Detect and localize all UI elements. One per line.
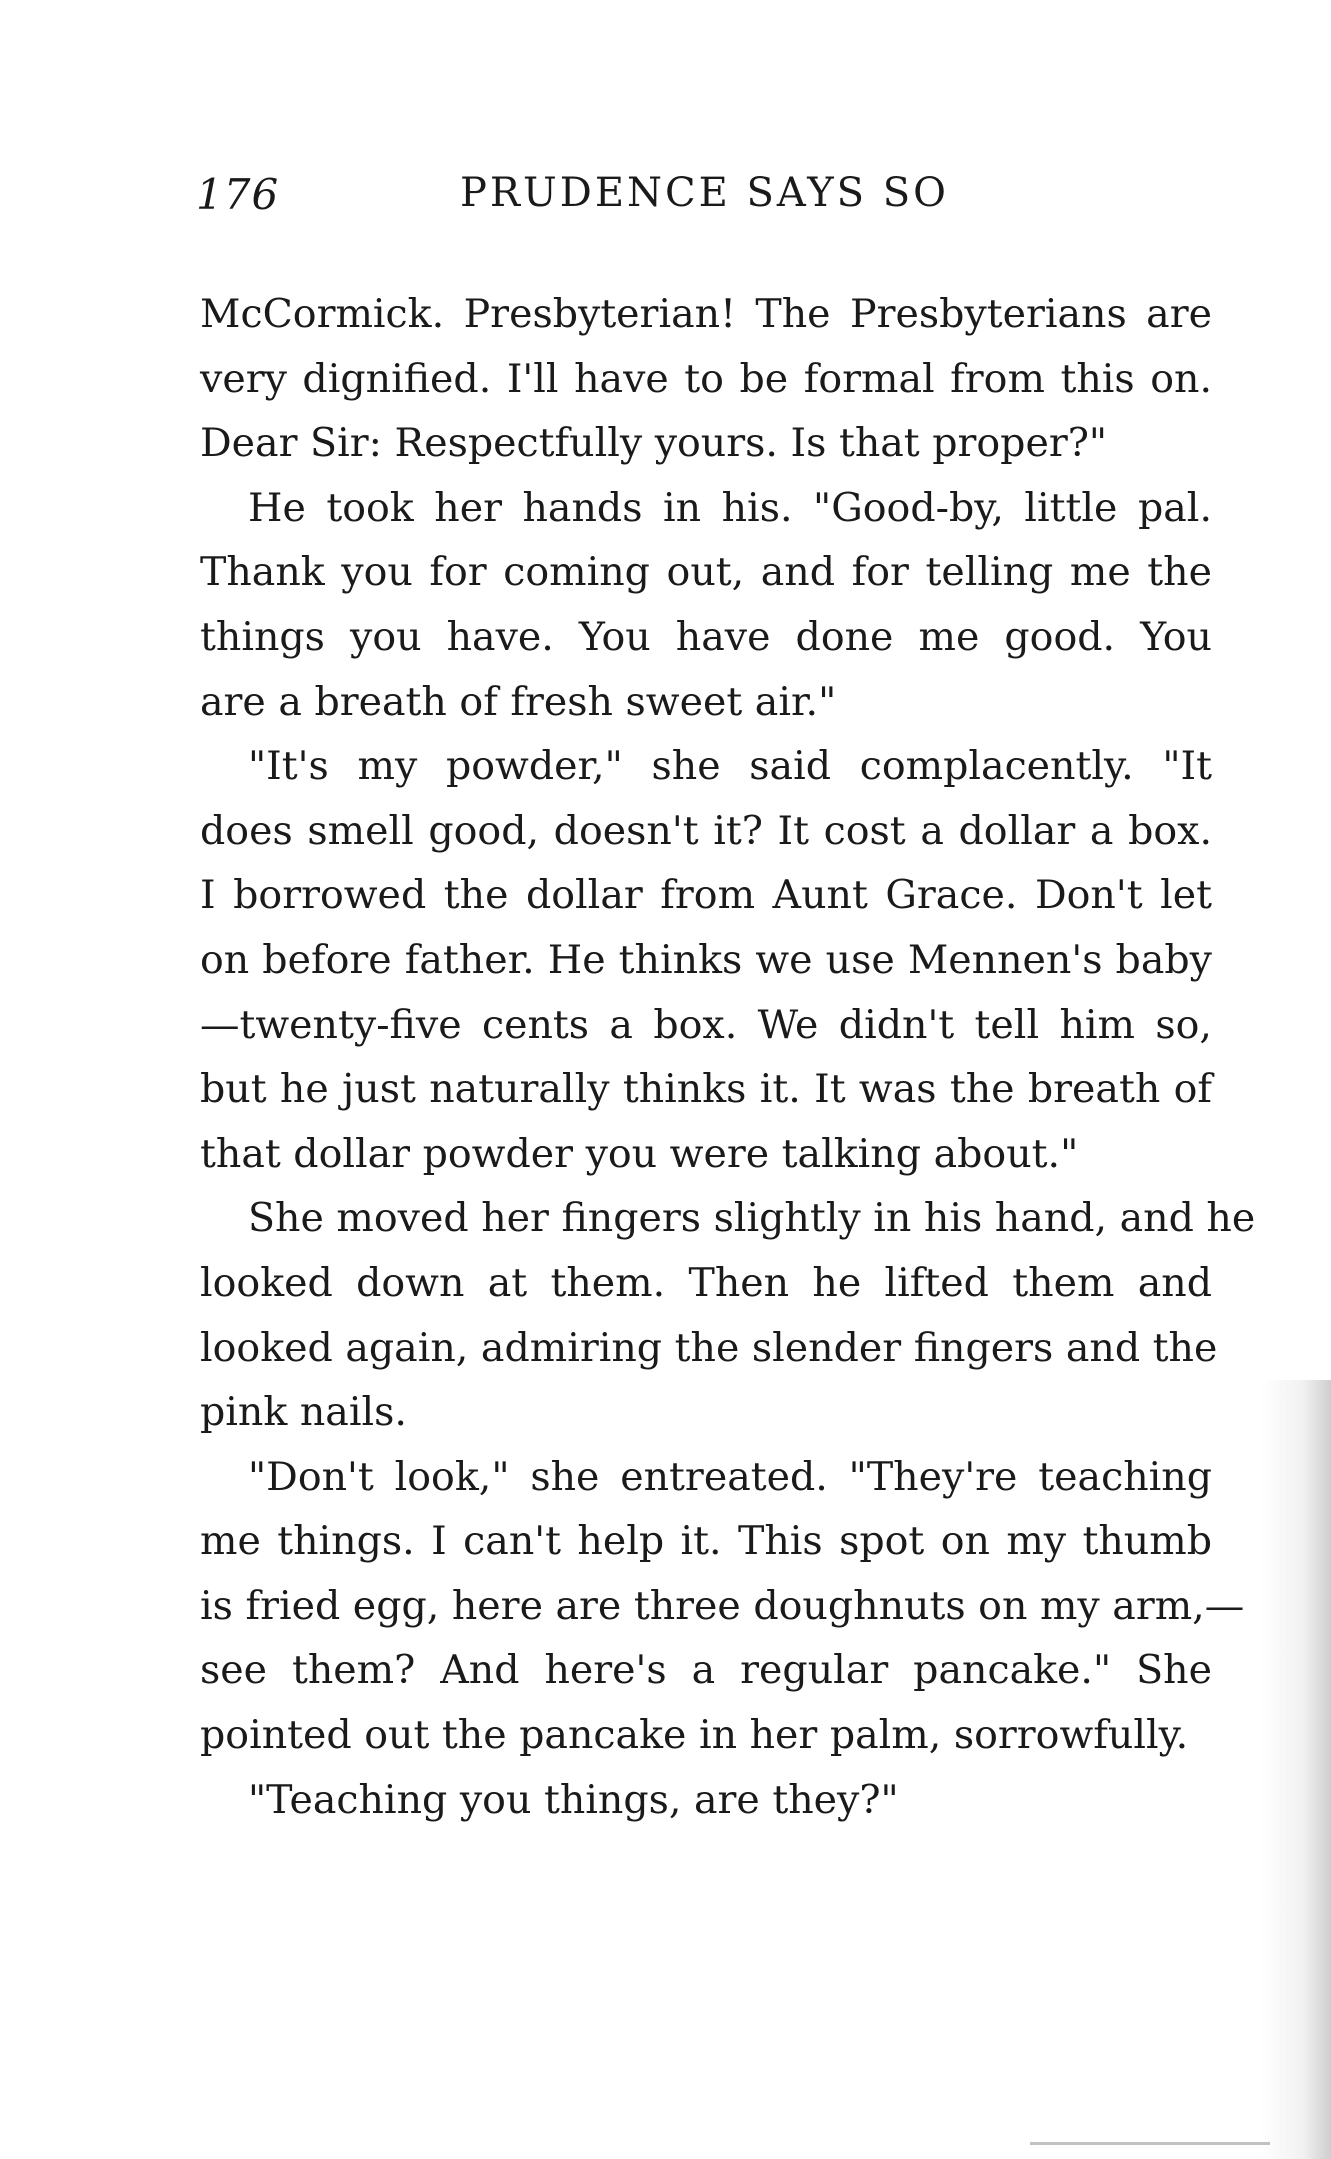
text-line: things you have. You have done me good. You	[200, 613, 1212, 660]
text-line: is fried egg, here are three doughnuts on my arm,—	[200, 1582, 1245, 1629]
text-line: me things. I can't help it. This spot on my thumb	[200, 1518, 1212, 1565]
text-line: that dollar powder you were talking about."	[200, 1130, 1079, 1177]
text-line: She moved her fingers slightly in his hand, and he	[248, 1195, 1256, 1242]
text-line: I borrowed the dollar from Aunt Grace. Don't let	[200, 872, 1212, 919]
page-edge-shadow	[1261, 1380, 1331, 2159]
text-line: "Don't look," she entreated. "They're teaching	[248, 1453, 1212, 1500]
text-line: but he just naturally thinks it. It was the breath of	[200, 1066, 1212, 1113]
text-line: looked again, admiring the slender fingers and the	[200, 1324, 1218, 1371]
text-line: see them? And here's a regular pancake." She	[200, 1647, 1212, 1694]
running-head: PRUDENCE SAYS SO	[460, 170, 949, 216]
text-line: pointed out the pancake in her palm, sorrowfully.	[200, 1712, 1189, 1759]
text-line: are a breath of fresh sweet air."	[200, 678, 837, 725]
text-line: pink nails.	[200, 1389, 407, 1436]
text-line: does smell good, doesn't it? It cost a dollar a box.	[200, 807, 1212, 854]
page-header	[196, 170, 1196, 230]
text-line: looked down at them. Then he lifted them and	[200, 1259, 1212, 1306]
text-line: "Teaching you things, are they?"	[248, 1776, 899, 1823]
text-line: "It's my powder," she said complacently. "It	[248, 743, 1212, 790]
page-bottom-mark	[1030, 2142, 1270, 2145]
text-line: Dear Sir: Respectfully yours. Is that proper?"	[200, 420, 1108, 467]
text-line: —twenty-five cents a box. We didn't tell him so,	[200, 1001, 1212, 1048]
text-line: very dignified. I'll have to be formal from this on.	[200, 355, 1212, 402]
text-line: McCormick. Presbyterian! The Presbyterians are	[200, 291, 1212, 337]
page-number: 176	[196, 170, 280, 219]
text-line: Thank you for coming out, and for telling me the	[200, 549, 1212, 596]
text-line: He took her hands in his. "Good-by, little pal.	[248, 484, 1212, 531]
body-text	[200, 282, 1256, 1832]
text-line: on before father. He thinks we use Mennen's baby	[200, 936, 1212, 983]
